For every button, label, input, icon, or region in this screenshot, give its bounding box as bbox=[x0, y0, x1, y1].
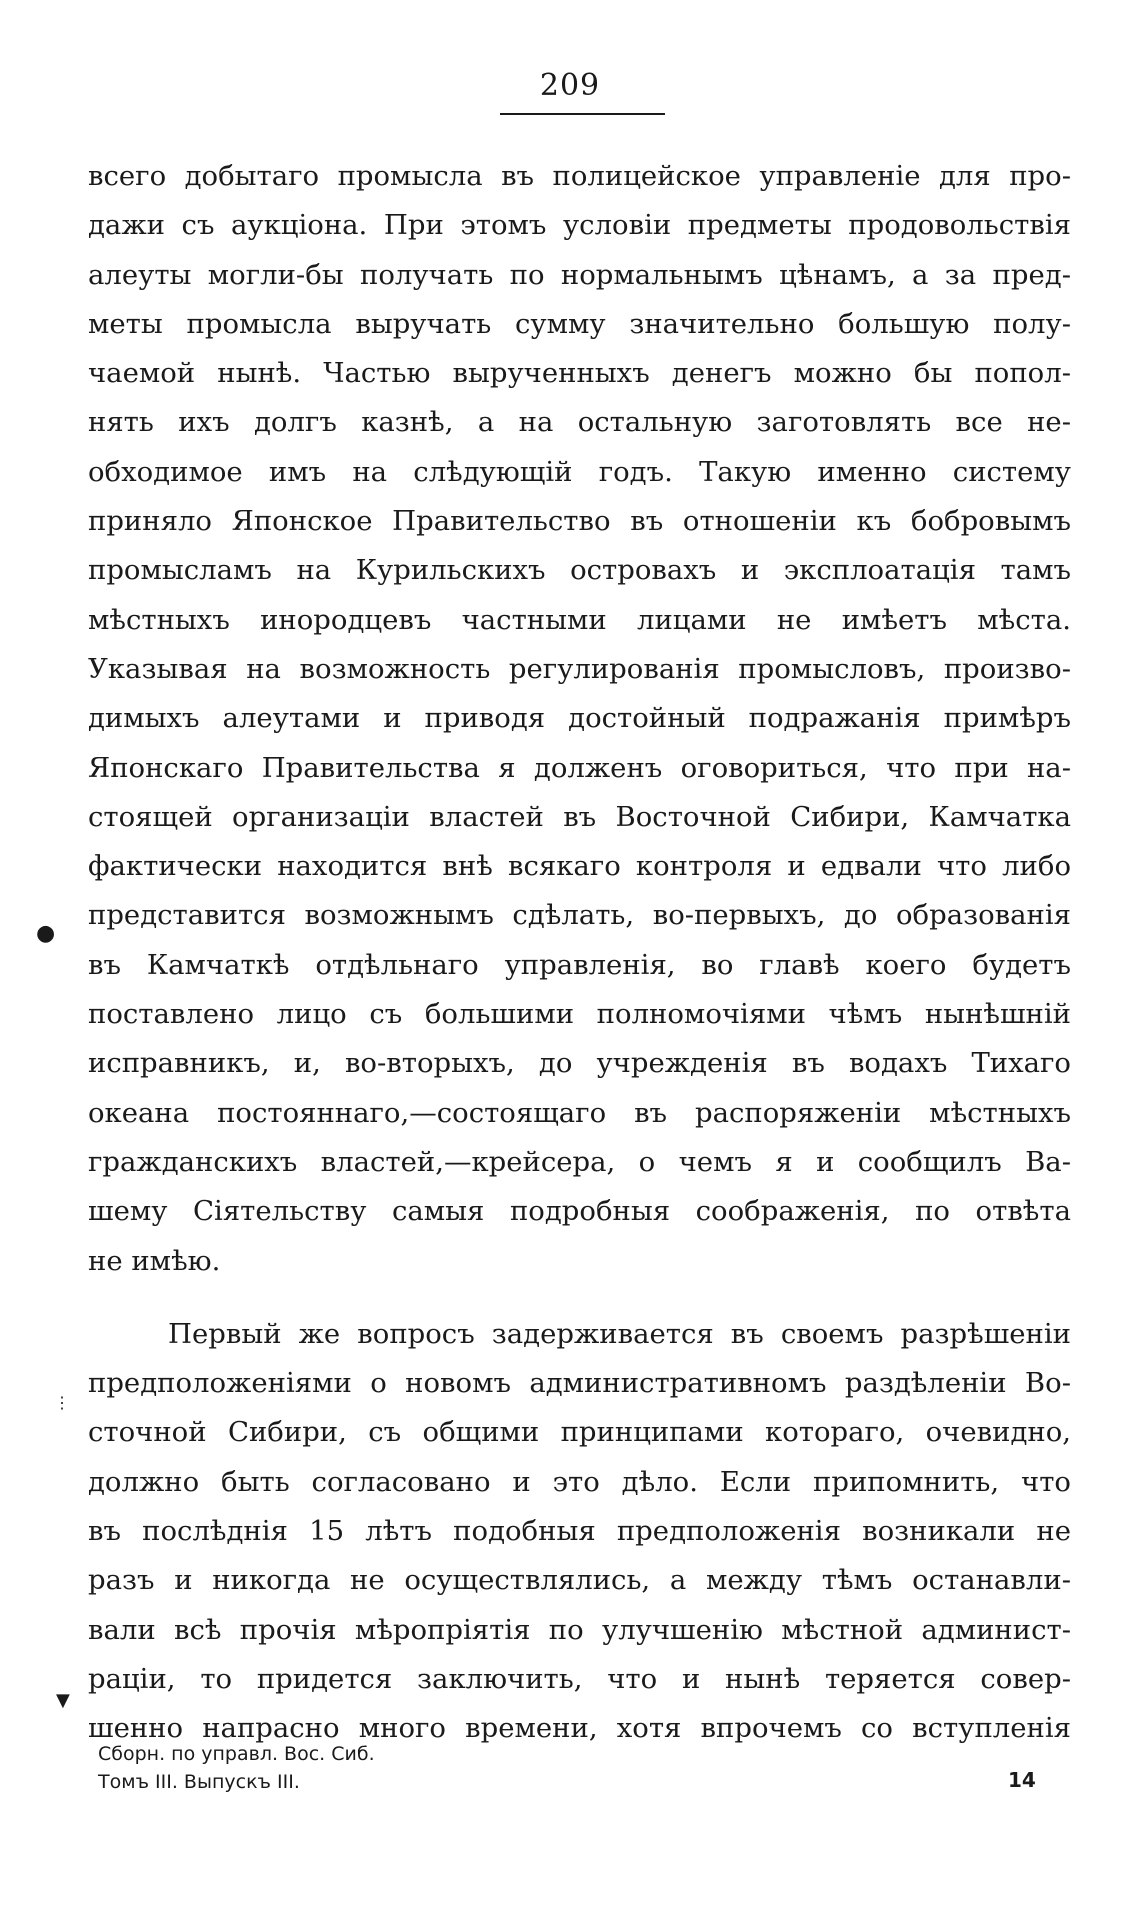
text-line: не имѣю. bbox=[88, 1244, 221, 1277]
text-line: стоящей организаціи властей въ Восточной Сибири, Камчатка bbox=[88, 800, 1071, 833]
text-line: шенно напрасно много времени, хотя впрочемъ со вступленія bbox=[88, 1712, 1071, 1745]
footer-source-line: Сборн. по управл. Вос. Сиб. bbox=[98, 1743, 375, 1765]
signature-mark: 14 bbox=[1008, 1768, 1036, 1792]
footer-source bbox=[98, 1740, 375, 1796]
text-line: шему Сіятельству самыя подробныя соображенія, по отвѣта bbox=[88, 1195, 1071, 1228]
text-line: приняло Японское Правительство въ отношеніи къ бобровымъ bbox=[88, 505, 1071, 538]
text-line: океана постояннаго,—состоящаго въ распоряженіи мѣстныхъ bbox=[88, 1096, 1071, 1129]
margin-dot-mark: ● bbox=[36, 921, 56, 946]
text-line: фактически находится внѣ всякаго контроля и едвали что либо bbox=[88, 850, 1071, 883]
paragraph-2 bbox=[88, 1310, 1071, 1754]
paragraph-1 bbox=[88, 152, 1071, 1286]
text-line: гражданскихъ властей,—крейсера, о чемъ я и сообщилъ Ва- bbox=[88, 1145, 1071, 1178]
text-line: Указывая на возможность регулированія промысловъ, произво- bbox=[88, 652, 1071, 685]
text-line: Японскаго Правительства я долженъ оговориться, что при на- bbox=[88, 751, 1071, 784]
text-line: въ послѣднія 15 лѣтъ подобныя предположенія возникали не bbox=[88, 1515, 1071, 1548]
text-line: обходимое имъ на слѣдующій годъ. Такую именно систему bbox=[88, 455, 1071, 488]
text-line: сточной Сибири, съ общими принципами котораго, очевидно, bbox=[88, 1416, 1071, 1449]
page-number: 209 bbox=[539, 68, 601, 103]
text-line: поставлено лицо съ большими полномочіями чѣмъ нынѣшній bbox=[88, 998, 1071, 1031]
text-line: димыхъ алеутами и приводя достойный подражанія примѣръ bbox=[88, 702, 1071, 735]
text-line: раціи, то придется заключить, что и нынѣ теряется совер- bbox=[88, 1662, 1071, 1695]
text-line: дажи съ аукціона. При этомъ условіи предметы продовольствія bbox=[88, 209, 1071, 242]
text-line: нять ихъ долгъ казнѣ, а на остальную заготовлять все не- bbox=[88, 406, 1071, 439]
text-line: должно быть согласовано и это дѣло. Если припомнить, что bbox=[88, 1465, 1071, 1498]
text-line: представится возможнымъ сдѣлать, во-первыхъ, до образованія bbox=[88, 899, 1071, 932]
margin-bracket-mark: ⋮ bbox=[54, 1393, 70, 1412]
text-line: Первый же вопросъ задерживается въ своемъ разрѣшеніи bbox=[168, 1317, 1071, 1350]
text-line: меты промысла выручать сумму значительно большую полу- bbox=[88, 307, 1071, 340]
text-line: въ Камчаткѣ отдѣльнаго управленія, во главѣ коего будетъ bbox=[88, 948, 1071, 981]
text-line: всего добытаго промысла въ полицейское управленіе для про- bbox=[88, 160, 1071, 192]
body-text bbox=[88, 152, 1071, 1754]
text-line: мѣстныхъ инородцевъ частными лицами не имѣетъ мѣста. bbox=[88, 603, 1071, 636]
page-number-rule bbox=[500, 113, 665, 115]
paragraph-gap bbox=[88, 1286, 1071, 1310]
footer-source-line: Томъ III. Выпускъ III. bbox=[98, 1771, 300, 1793]
text-line: промысламъ на Курильскихъ островахъ и эксплоатація тамъ bbox=[88, 554, 1071, 587]
text-line: алеуты могли-бы получать по нормальнымъ цѣнамъ, а за пред- bbox=[88, 258, 1071, 291]
margin-v-mark: ▼ bbox=[56, 1690, 70, 1711]
text-line: вали всѣ прочія мѣропріятія по улучшенію мѣстной админист- bbox=[88, 1613, 1071, 1646]
text-line: исправникъ, и, во-вторыхъ, до учрежденія въ водахъ Тихаго bbox=[88, 1047, 1071, 1080]
text-line: разъ и никогда не осуществлялись, а между тѣмъ останавли- bbox=[88, 1564, 1071, 1597]
text-line: чаемой нынѣ. Частью вырученныхъ денегъ можно бы попол- bbox=[88, 357, 1071, 390]
text-line: предположеніями о новомъ административномъ раздѣленіи Во- bbox=[88, 1367, 1071, 1400]
